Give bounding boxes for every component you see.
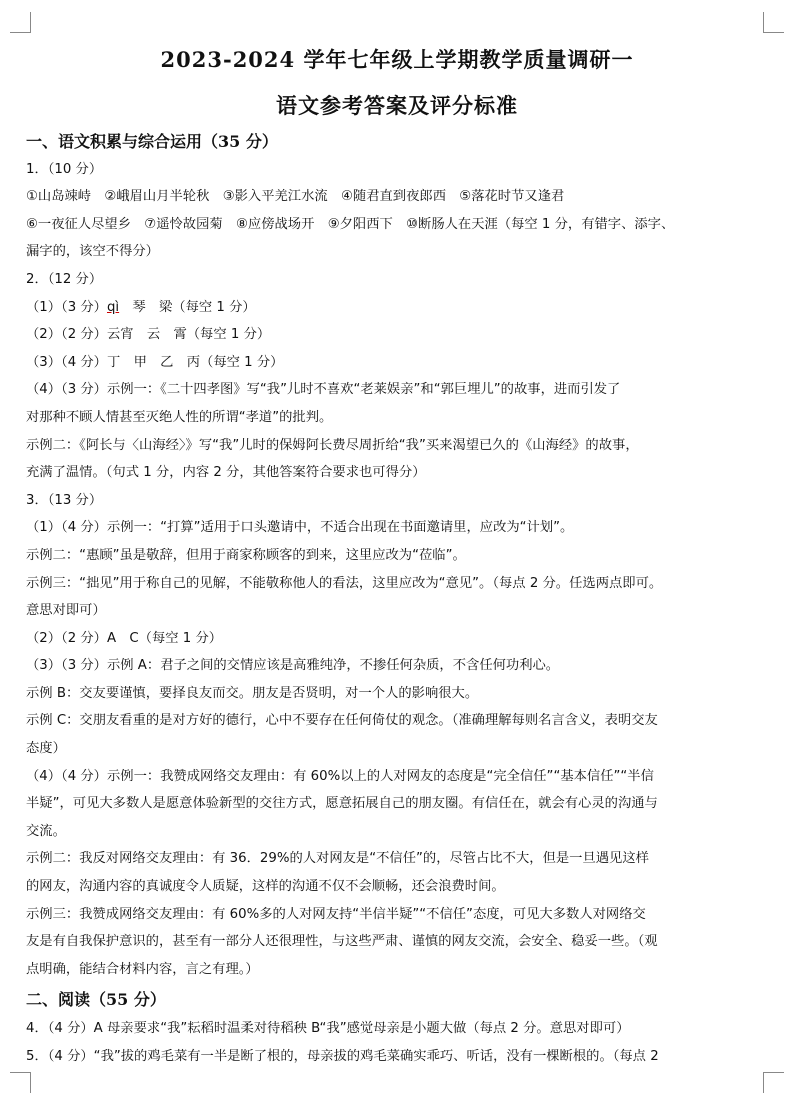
question-2-1-answer xyxy=(26,294,768,322)
question-1-answer-line: ⑥一夜征人尽望乡 ⑦遥怜故园菊 ⑧应傍战场开 ⑨夕阳西下 ⑩断肠人在天涯（每空 1 分，有错字、添字、 xyxy=(26,216,675,232)
section-heading-1: 一、语文积累与综合运用（35 分） xyxy=(26,132,278,151)
question-2-3-answer: （3）（4 分）丁 甲 乙 丙（每空 1 分） xyxy=(26,354,284,370)
question-3-3-answer-line: 示例 B：交友要谨慎，要择良友而交。朋友是否贤明，对一个人的影响很大。 xyxy=(26,685,479,701)
document-title: 2023-2024 学年七年级上学期教学质量调研一 xyxy=(160,47,634,72)
question-2-4-answer-line: 充满了温情。（句式 1 分，内容 2 分，其他答案符合要求也可得分） xyxy=(26,465,426,481)
pinyin-answer: qì xyxy=(106,299,120,315)
question-5-answer: 5．（4 分）“我”拔的鸡毛菜有一半是断了根的，母亲拔的鸡毛菜确实乖巧、听话，没有一棵断根的。（每点 2 xyxy=(26,1049,659,1064)
question-3-3-answer-line: 示例 C：交朋友看重的是对方好的德行，心中不要存在任何倚仗的观念。（准确理解每则名言含义，表明交友 xyxy=(26,713,658,729)
question-3-1-answer-line: 示例三：“拙见”用于称自己的见解，不能敬称他人的看法，这里应改为“意见”。（每点 2 分。任选两点即可。 xyxy=(26,575,663,591)
question-3-4-answer-line: 友是有自我保护意识的，甚至有一部分人还很理性，与这些严肃、谨慎的网友交流，会安全、稳妥一些。（观 xyxy=(26,934,658,950)
question-3-4-answer-line: 的网友，沟通内容的真诚度令人质疑，这样的沟通不仅不会顺畅，还会浪费时间。 xyxy=(26,879,505,895)
answer-rest: 琴 梁（每空 1 分） xyxy=(119,299,256,315)
question-3-4-answer-line: 半疑”，可见大多数人是愿意体验新型的交往方式，愿意拓展自己的朋友圈。有信任在，就会有心灵的沟通与 xyxy=(26,796,658,812)
question-3-1-answer-line: 意思对即可） xyxy=(26,603,106,619)
question-3-4-answer-line: 交流。 xyxy=(26,823,66,839)
document-body xyxy=(26,128,768,1071)
crop-mark-bottom-right xyxy=(763,1072,784,1093)
question-4-answer: 4．（4 分）A 母亲要求“我”耘稻时温柔对待稻秧 B“我”感觉母亲是小题大做（每点 2 分。意思对即可） xyxy=(26,1021,630,1037)
question-1-answer-line: ①山岛竦峙 ②峨眉山月半轮秋 ③影入平羌江水流 ④随君直到夜郎西 ⑤落花时节又逢君 xyxy=(26,189,565,205)
question-3-2-answer: （2）（2 分）A C（每空 1 分） xyxy=(26,630,223,646)
question-3-1-answer-line: 示例二：“惠顾”虽是敬辞，但用于商家称顾客的到来，这里应改为“莅临”。 xyxy=(26,547,466,563)
document-subtitle: 语文参考答案及评分标准 xyxy=(276,93,518,118)
question-2-heading: 2．（12 分） xyxy=(26,271,103,287)
question-1-heading: 1．（10 分） xyxy=(26,161,103,177)
question-3-3-answer-line: （3）（3 分）示例 A：君子之间的交情应该是高雅纯净，不掺任何杂质，不含任何功利心。 xyxy=(26,658,560,674)
question-2-4-answer-line: 示例二：《阿长与〈山海经〉》写“我”儿时的保姆阿长费尽周折给“我”买来渴望已久的《山海经》的故事， xyxy=(26,437,639,453)
question-3-heading: 3．（13 分） xyxy=(26,492,103,508)
question-1-answer-line: 漏字的，该空不得分） xyxy=(26,244,159,260)
question-3-4-answer-line: 示例二：我反对网络交友理由：有 36．29%的人对网友是“不信任”的，尽管占比不大，但是一旦遇见这样 xyxy=(26,851,649,867)
question-2-4-answer-line: 对那种不顾人情甚至灭绝人性的所谓“孝道”的批判。 xyxy=(26,409,333,425)
section-heading-2: 二、阅读（55 分） xyxy=(26,990,166,1010)
question-3-4-answer-line: 点明确，能结合材料内容，言之有理。） xyxy=(26,961,259,977)
crop-mark-top-right xyxy=(763,12,784,33)
crop-mark-bottom-left xyxy=(10,1072,31,1093)
question-3-1-answer-line: （1）（4 分）示例一：“打算”适用于口头邀请中，不适合出现在书面邀请里，应改为“计划”。 xyxy=(26,520,574,536)
question-3-4-answer-line: （4）（4 分）示例一：我赞成网络交友理由：有 60%以上的人对网友的态度是“完全信任”“基本信任”“半信 xyxy=(26,768,654,784)
question-3-3-answer-line: 态度） xyxy=(26,741,66,757)
answer-prefix: （1）（3 分） xyxy=(26,299,107,315)
crop-mark-top-left xyxy=(10,12,31,33)
question-3-4-answer-line: 示例三：我赞成网络交友理由：有 60%多的人对网友持“半信半疑”“不信任”态度，可见大多数人对网络交 xyxy=(26,906,646,922)
question-2-2-answer: （2）（2 分）云宵 云 霄（每空 1 分） xyxy=(26,327,271,343)
question-2-4-answer-line: （4）（3 分）示例一：《二十四孝图》写“我”儿时不喜欢“老莱娱亲”和“郭巨埋儿”的故事，进而引发了 xyxy=(26,382,621,398)
